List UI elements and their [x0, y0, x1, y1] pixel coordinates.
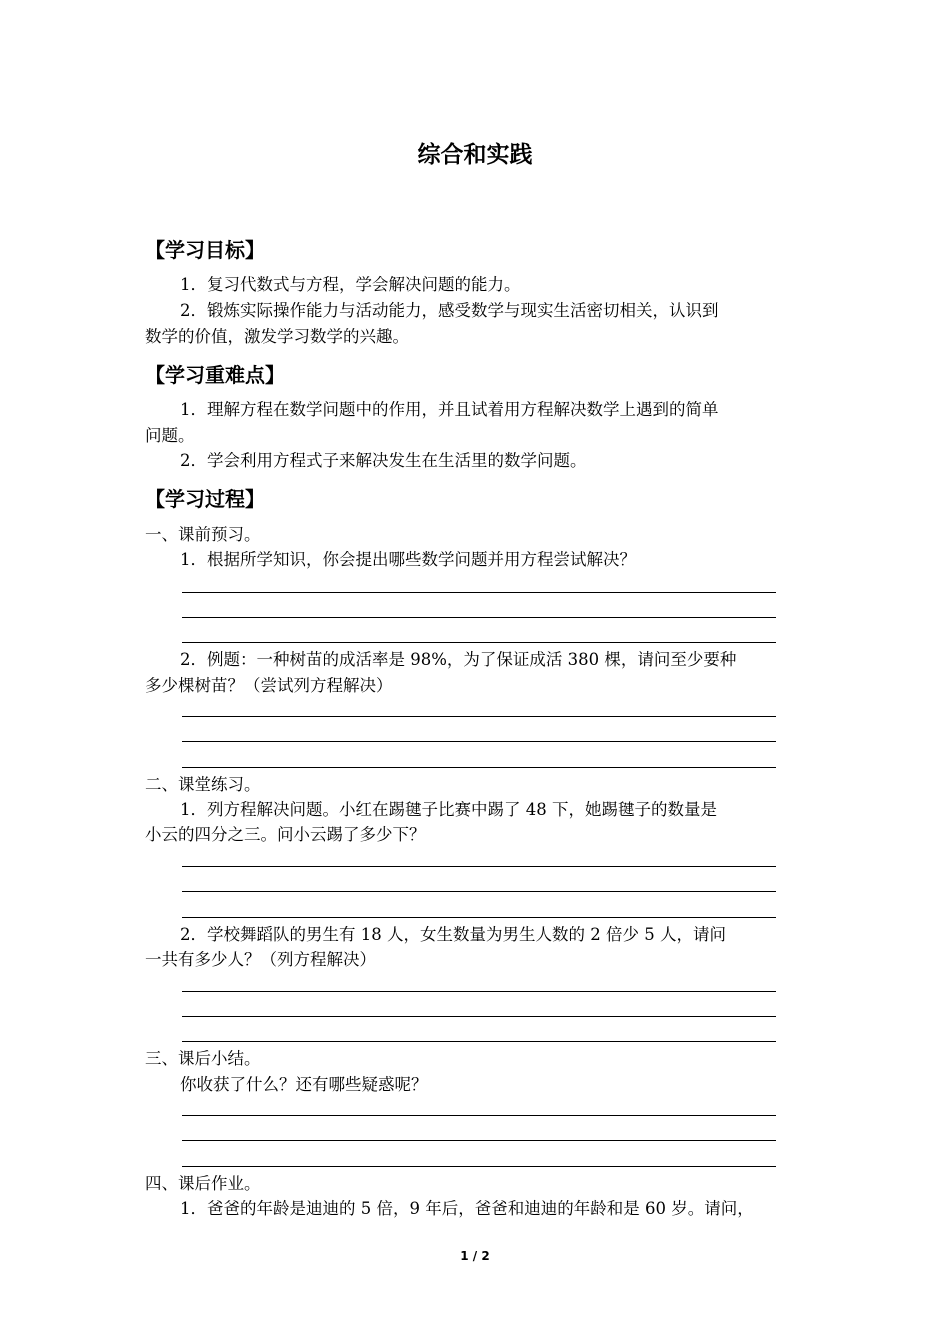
process-heading: 【学习过程】 — [145, 487, 265, 511]
part4-question-1-line-1: 1．爸爸的年龄是迪迪的 5 倍，9 年后，爸爸和迪迪的年龄和是 60 岁。请问， — [180, 1199, 754, 1218]
part3-prompt: 你收获了什么？还有哪些疑惑呢？ — [180, 1075, 428, 1094]
answer-line — [182, 642, 776, 643]
answer-line — [182, 991, 776, 992]
part1-question-1: 1．根据所学知识，你会提出哪些数学问题并用方程尝试解决？ — [180, 550, 636, 569]
key-points-item-2: 2．学会利用方程式子来解决发生在生活里的数学问题。 — [180, 451, 587, 470]
key-points-heading: 【学习重难点】 — [145, 363, 285, 387]
key-points-item-1-line-1: 1．理解方程在数学问题中的作用，并且试着用方程解决数学上遇到的简单 — [180, 400, 719, 419]
answer-line — [182, 866, 776, 867]
goals-heading: 【学习目标】 — [145, 238, 265, 262]
answer-line — [182, 741, 776, 742]
goals-item-2-line-2: 数学的价值，激发学习数学的兴趣。 — [145, 327, 409, 346]
answer-line — [182, 1166, 776, 1167]
key-points-item-1-line-2: 问题。 — [145, 426, 195, 445]
answer-line — [182, 617, 776, 618]
part1-question-2-line-2: 多少棵树苗？（尝试列方程解决） — [145, 676, 393, 695]
answer-line — [182, 1140, 776, 1141]
part2-question-1-line-2: 小云的四分之三。问小云踢了多少下？ — [145, 825, 426, 844]
answer-line — [182, 1041, 776, 1042]
part1-question-2-line-1: 2．例题：一种树苗的成活率是 98%，为了保证成活 380 棵，请问至少要种 — [180, 650, 737, 669]
part2-question-1-line-1: 1．列方程解决问题。小红在踢毽子比赛中踢了 48 下，她踢毽子的数量是 — [180, 800, 717, 819]
answer-line — [182, 1115, 776, 1116]
part4-title: 四、课后作业。 — [145, 1174, 261, 1193]
part1-title: 一、课前预习。 — [145, 525, 261, 544]
part2-title: 二、课堂练习。 — [145, 775, 261, 794]
answer-line — [182, 716, 776, 717]
goals-item-1: 1．复习代数式与方程，学会解决问题的能力。 — [180, 275, 521, 294]
goals-item-2-line-1: 2．锻炼实际操作能力与活动能力，感受数学与现实生活密切相关，认识到 — [180, 301, 719, 320]
answer-line — [182, 891, 776, 892]
part2-question-2-line-2: 一共有多少人？（列方程解决） — [145, 950, 376, 969]
part2-question-2-line-1: 2．学校舞蹈队的男生有 18 人，女生数量为男生人数的 2 倍少 5 人，请问 — [180, 925, 726, 944]
page-indicator: 1 / 2 — [460, 1249, 490, 1263]
answer-line — [182, 917, 776, 918]
part3-title: 三、课后小结。 — [145, 1049, 261, 1068]
answer-line — [182, 1016, 776, 1017]
answer-line — [182, 592, 776, 593]
answer-line — [182, 767, 776, 768]
page-title: 综合和实践 — [417, 142, 533, 168]
